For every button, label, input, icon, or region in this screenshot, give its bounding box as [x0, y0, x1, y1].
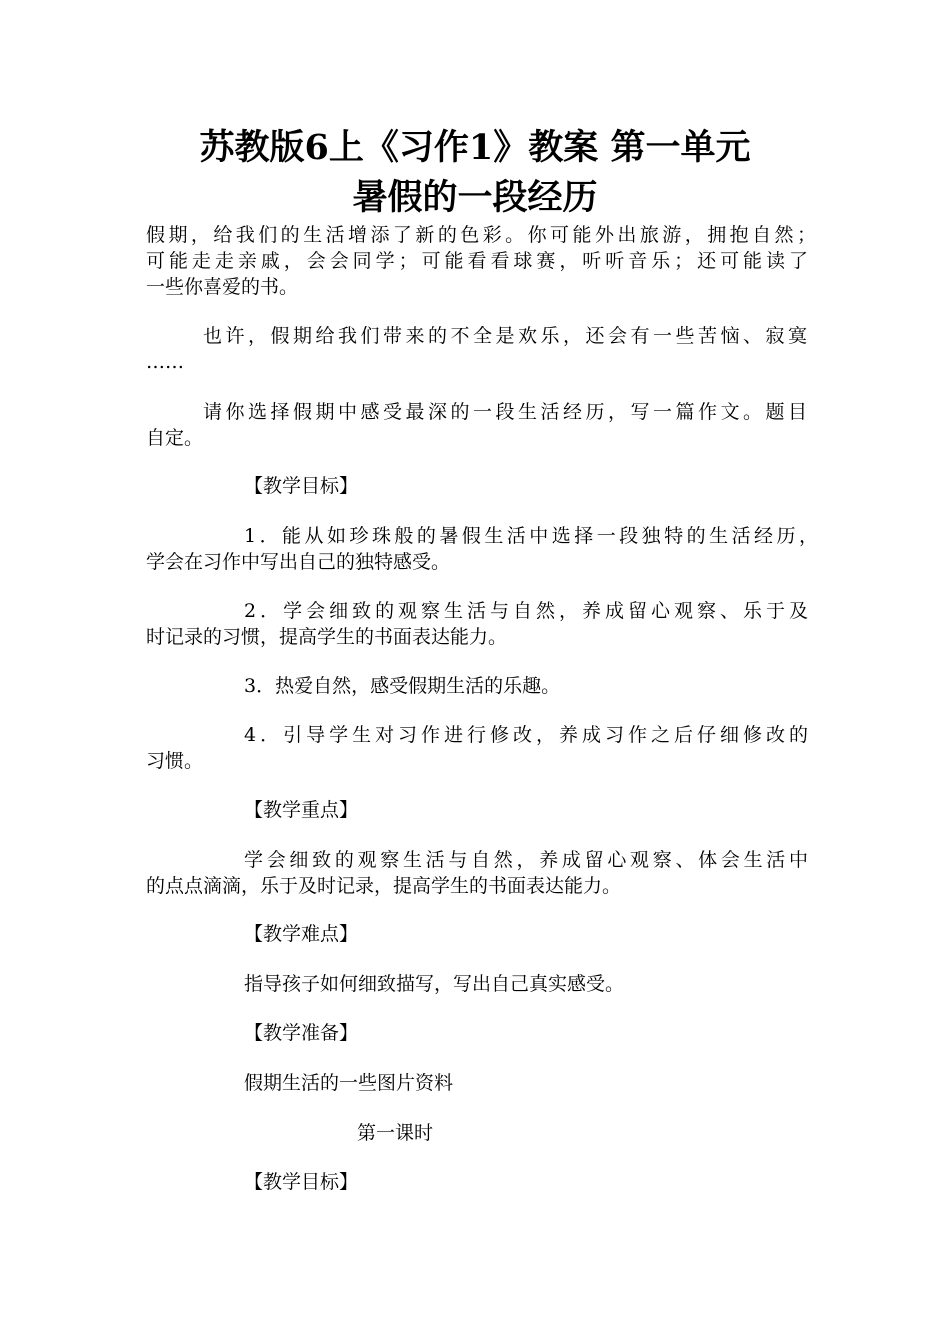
heading-teaching-goals-2: 【教学目标】	[244, 1171, 359, 1193]
goal-4-line-1: 4．引导学生对习作进行修改，养成习作之后仔细修改的	[244, 724, 808, 746]
heading-teaching-prep: 【教学准备】	[244, 1022, 359, 1044]
goal-1-line-1: 1．能从如珍珠般的暑假生活中选择一段独特的生活经历，	[244, 525, 818, 547]
intro-line-1: 假期，给我们的生活增添了新的色彩。你可能外出旅游，拥抱自然；	[146, 224, 816, 246]
lesson-label: 第一课时	[357, 1122, 434, 1144]
para2-line-2: ……	[146, 351, 184, 373]
intro-line-2: 可能走走亲戚，会会同学；可能看看球赛，听听音乐；还可能读了	[146, 250, 808, 272]
para2-line-1: 也许，假期给我们带来的不全是欢乐，还会有一些苦恼、寂寞	[203, 325, 807, 347]
goal-3: 3．热爱自然，感受假期生活的乐趣。	[244, 675, 561, 697]
prep-text: 假期生活的一些图片资料	[244, 1072, 454, 1094]
heading-teaching-difficulty: 【教学难点】	[244, 923, 359, 945]
heading-teaching-goals: 【教学目标】	[244, 475, 359, 497]
goal-1-line-2: 学会在习作中写出自己的独特感受。	[146, 551, 451, 573]
heading-teaching-key: 【教学重点】	[244, 799, 359, 821]
difficulty-text: 指导孩子如何细致描写，写出自己真实感受。	[244, 973, 625, 995]
document-title-line-1: 苏教版6上《习作1》教案 第一单元	[199, 127, 751, 168]
para3-line-1: 请你选择假期中感受最深的一段生活经历，写一篇作文。题目	[203, 401, 807, 423]
intro-line-3: 一些你喜爱的书。	[146, 276, 299, 298]
goal-2-line-1: 2．学会细致的观察生活与自然，养成留心观察、乐于及	[244, 600, 808, 622]
goal-4-line-2: 习惯。	[146, 750, 204, 772]
key-line-2: 的点点滴滴，乐于及时记录，提高学生的书面表达能力。	[146, 875, 622, 897]
key-line-1: 学会细致的观察生活与自然，养成留心观察、体会生活中	[244, 849, 808, 871]
document-title-line-2: 暑假的一段经历	[352, 177, 598, 218]
goal-2-line-2: 时记录的习惯，提高学生的书面表达能力。	[146, 626, 508, 648]
para3-line-2: 自定。	[146, 427, 204, 449]
